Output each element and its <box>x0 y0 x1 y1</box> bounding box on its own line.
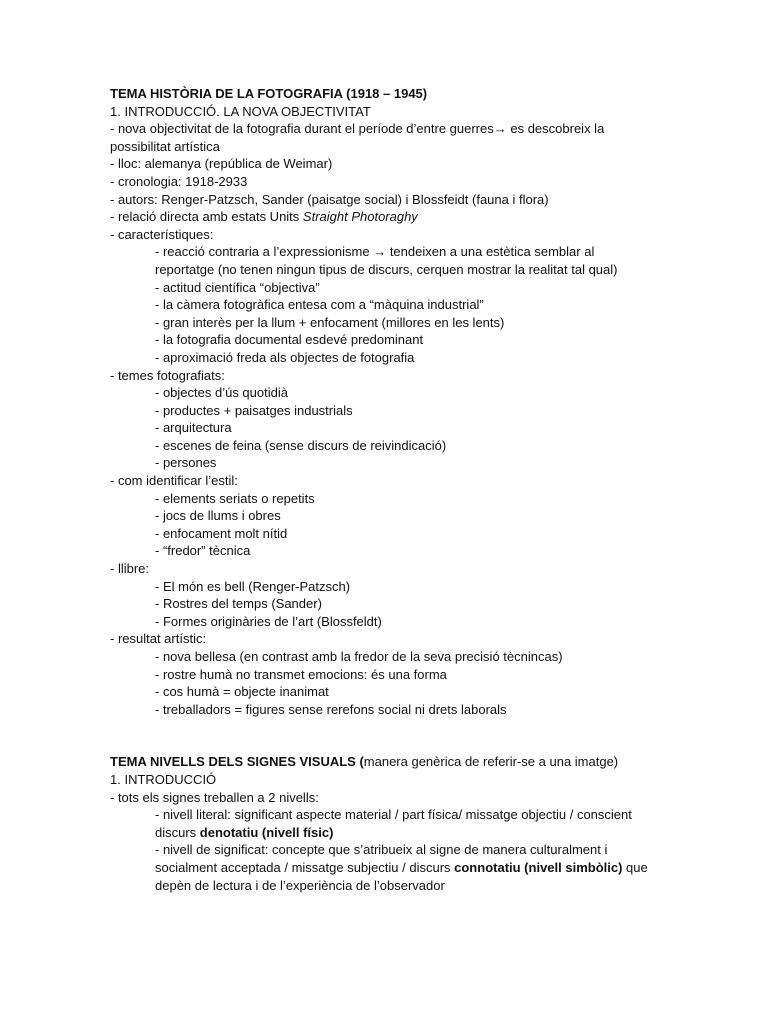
line-caracteristiques: - característiques: <box>110 226 214 242</box>
temes-item: - persones <box>155 455 217 471</box>
caract-item: - la càmera fotogràfica entesa com a “màquina industrial” <box>155 297 484 313</box>
line-autors: - autors: Renger-Patzsch, Sander (paisatge social) i Blossfeidt (fauna i flora) <box>110 191 549 207</box>
temes-item: - arquitectura <box>155 420 232 436</box>
line-llibre: - llibre: <box>110 561 150 577</box>
line-nova-objectivitat: - nova objectivitat de la fotografia durant el període d’entre guerres→ es descobreix la possibilitat artística <box>110 121 605 154</box>
line-cronologia: - cronologia: 1918-2933 <box>110 173 248 189</box>
resultat-item: - cos humà = objecte inanimat <box>155 684 329 700</box>
section1-subtitle: 1. INTRODUCCIÓ. LA NOVA OBJECTIVITAT <box>110 103 371 119</box>
temes-item: - escenes de feina (sense discurs de reivindicació) <box>155 437 447 453</box>
estil-item: - elements seriats o repetits <box>155 490 315 506</box>
estil-item: - jocs de llums i obres <box>155 508 281 524</box>
resultat-item: - rostre humà no transmet emocions: és una forma <box>155 666 447 682</box>
line-lloc: - lloc: alemanya (república de Weimar) <box>110 156 333 172</box>
line-temes: - temes fotografiats: <box>110 367 225 383</box>
caract-item: - la fotografia documental esdevé predominant <box>155 332 424 348</box>
line-tots-signes: - tots els signes treballen a 2 nivells: <box>110 789 319 805</box>
resultat-item: - treballadors = figures sense rerefons social ni drets laborals <box>155 701 507 717</box>
llibre-item: - Rostres del temps (Sander) <box>155 596 322 612</box>
estil-item: - “fredor” tècnica <box>155 543 251 559</box>
section-spacer <box>110 718 728 753</box>
llibre-item: - El món es bell (Renger-Patzsch) <box>155 578 351 594</box>
nivell-item: - nivell literal: significant aspecte material / part física/ missatge objectiu / conscient discurs denotatiu (nivell físic) <box>155 807 632 840</box>
caract-item: - reacció contraria a l’expressionisme → tendeixen a una estètica semblar al reportatge (no tenen ningun tipus de discurs, cerquen mostrar la realitat tal qual) <box>155 244 618 277</box>
estil-item: - enfocament molt nítid <box>155 525 288 541</box>
line-relacio: - relació directa amb estats Units Straight Photoraghy <box>110 209 418 225</box>
temes-item: - objectes d’ús quotidià <box>155 385 288 401</box>
section2-title: TEMA NIVELLS DELS SIGNES VISUALS (manera genèrica de referir-se a una imatge) <box>110 754 619 770</box>
line-resultat: - resultat artístic: <box>110 631 207 647</box>
line-estil: - com identificar l’estil: <box>110 473 238 489</box>
resultat-item: - nova bellesa (en contrast amb la fredor de la seva precisió tècnincas) <box>155 649 563 664</box>
arrow-right-icon: → <box>493 121 507 137</box>
temes-item: - productes + paisatges industrials <box>155 402 353 418</box>
caract-item: - aproximació freda als objectes de fotografia <box>155 349 415 365</box>
section2-subtitle: 1. INTRODUCCIÓ <box>110 771 217 787</box>
section1-title: TEMA HISTÒRIA DE LA FOTOGRAFIA (1918 – 1945) <box>110 86 428 101</box>
nivell-item: - nivell de significat: concepte que s’atribueix al signe de manera culturalment i socialment acceptada / missatge subjectiu / discurs connotatiu (nivell simbòlic) que depèn de lectura i de l’experiència de l’observador <box>155 842 648 893</box>
llibre-item: - Formes originàries de l’art (Blossfeldt) <box>155 613 382 629</box>
caract-item: - gran interès per la llum + enfocament (millores en les lents) <box>155 314 505 330</box>
arrow-right-icon: → <box>373 244 387 260</box>
caract-item: - actitud científica “objectiva” <box>155 279 320 295</box>
